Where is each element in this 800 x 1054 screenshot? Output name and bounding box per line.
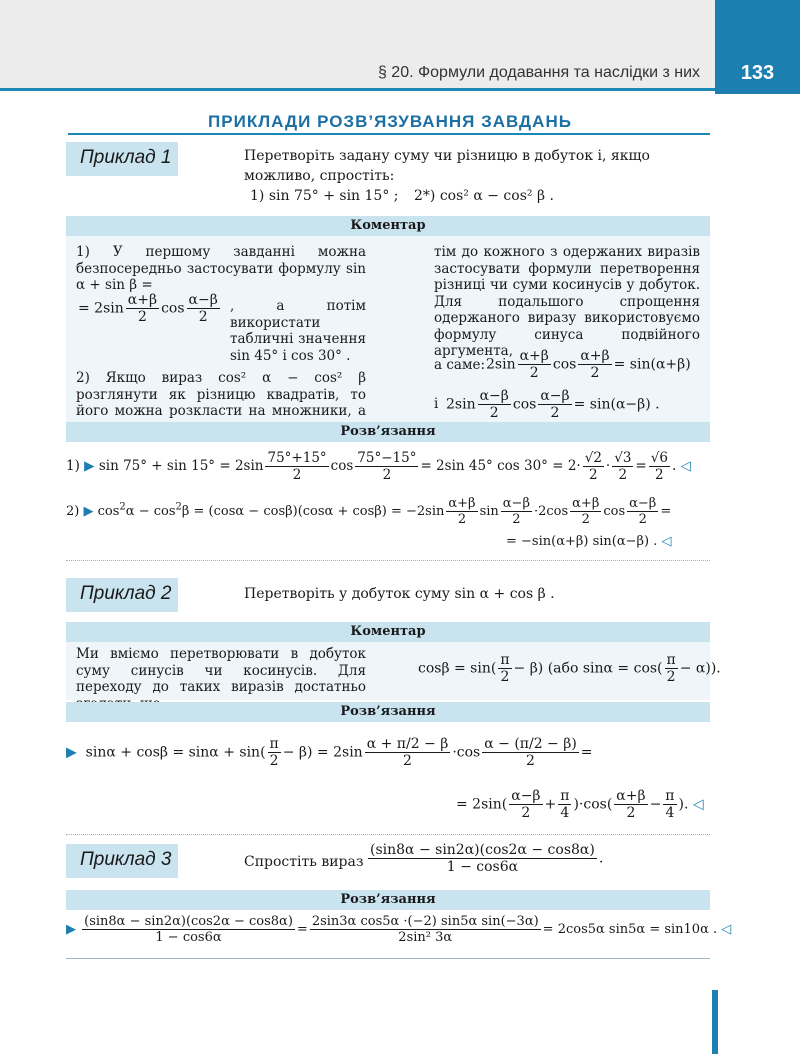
fraction: $\frac{\alpha-\beta}{2}$ — [629, 496, 657, 527]
example-3-expression: $\frac{(\sin 8\alpha - \sin 2\alpha)(\cos 2\alpha - \cos 8\alpha)}{1 - \cos 6\alpha}$ . — [370, 842, 604, 875]
fraction: $\frac{\alpha+\beta}{2}$ — [572, 496, 600, 527]
example-1-label: Приклад 1 — [80, 147, 172, 168]
comment-2-text: Ми вміємо перетворювати в добуток суму синусів чи косинусів. Для переходу до таких виразів достатньо — [76, 646, 366, 695]
fraction: $\frac{\pi}{4}$ — [665, 788, 675, 821]
section-title: ПРИКЛАДИ РОЗВ’ЯЗУВАННЯ ЗАВДАНЬ — [208, 112, 572, 131]
double-angle-formula-2: 2sin $\frac{\alpha-\beta}{2}$ cos $\frac{\alpha-\beta}{2}$ = sin(α−β) . — [446, 388, 660, 421]
double-angle-formula-1: 2sin $\frac{\alpha+\beta}{2}$ cos $\frac{\alpha+\beta}{2}$ = sin(α+β) — [486, 348, 691, 381]
fraction: $\frac{\alpha-\beta}{2}$ — [479, 388, 509, 421]
comment-1-formula: = 2sin $\frac{\alpha+\beta}{2}$ cos $\frac{\alpha-\beta}{2}$ — [78, 292, 218, 325]
fraction: $\frac{75^\circ+15^\circ}{2}$ — [267, 450, 327, 483]
fraction: $\frac{\alpha+\beta}{2}$ — [616, 788, 646, 821]
fraction: $\frac{\alpha-\beta}{2}$ — [540, 388, 570, 421]
example-1-solution-bar: Розв’язання — [66, 422, 710, 442]
solution-3-line-1: ▶ $\frac{(\sin 8\alpha - \sin 2\alpha)(\cos 2\alpha - \cos 8\alpha)}{1 - \cos 6\alpha}$ = $\frac{\text{2sin3α cos5α ·(−2) sin5α sin(−3α)}}{\text{2sin² 3α}}$ = 2cos5α sin5α = sin10α . ◁ — [66, 914, 732, 945]
fraction: $\frac{\alpha+\beta}{2}$ — [519, 348, 549, 381]
example-1-comment-bar: Коментар — [66, 216, 710, 236]
example-2-label: Приклад 2 — [80, 583, 172, 604]
divider — [66, 834, 710, 835]
page-edge-marker — [712, 990, 718, 1054]
fraction: $\frac{\alpha+\beta}{2}$ — [127, 292, 158, 325]
example-3-task: Спростіть вираз — [244, 854, 364, 870]
fraction: $\frac{\pi}{4}$ — [560, 788, 570, 821]
fraction: $\frac{√3}{2}$ — [614, 450, 632, 483]
bottom-rule — [66, 958, 710, 959]
page-number: 133 — [740, 62, 775, 84]
comment-1-right-text: тім до кожного з одержаних виразів застосувати формули перетворення різниці чи суми косинусів у добуток. Для подальшого спрощення одержаного виразу використовуємо формулу синуса подвійного аргумента, — [434, 244, 700, 359]
fraction: $\frac{(\sin 8\alpha - \sin 2\alpha)(\cos 2\alpha - \cos 8\alpha)}{1 - \cos 6\alpha}$ — [370, 842, 595, 875]
running-head: § 20. Формули додавання та наслідки з них — [377, 64, 700, 81]
divider — [66, 560, 710, 561]
solution-1-line-3: = −sin(α+β) sin(α−β) . ◁ — [506, 534, 672, 549]
example-3-solution-bar: Розв’язання — [66, 890, 710, 910]
comment-1-left-text: 1) У першому завданні можна безпосередньо застосувати формулу sin α + sin β = — [76, 244, 366, 293]
example-2-solution-bar: Розв’язання — [66, 702, 710, 722]
example-2-tag — [66, 578, 178, 612]
fraction: $\frac{\alpha+\beta}{2}$ — [580, 348, 610, 381]
fraction: $\frac{\pi}{2}$ — [666, 652, 676, 685]
example-2-task: Перетворіть у добуток суму sin α + cos β . — [244, 586, 555, 602]
fraction: $\frac{\pi}{2}$ — [269, 736, 279, 769]
example-2-comment-bar: Коментар — [66, 622, 710, 642]
fraction: $\frac{\alpha-\beta}{2}$ — [188, 292, 218, 325]
example-3-label: Приклад 3 — [80, 849, 172, 870]
fraction: $\frac{√6}{2}$ — [650, 450, 668, 483]
header-rule — [0, 88, 715, 91]
fraction: $\frac{75^\circ-15^\circ}{2}$ — [357, 450, 417, 483]
comment-1-right-and: і — [434, 396, 439, 412]
example-3-tag — [66, 844, 178, 878]
comment-2-or: (або — [547, 660, 579, 677]
solution-1-line-2: 2) ▶ $\cos^2\alpha - \cos^2\beta = (\cos\alpha - \cos\beta)(\cos\alpha + \cos\beta) = -2\sin$ $\frac{\alpha+\beta}{2}$ sin $\frac{\alpha-\beta}{2}$ ·2cos $\frac{\alpha+\beta}{2}$ cos $\frac{\alpha-\beta}{2}$ = — [66, 496, 672, 527]
solution-2-line-1: ▶ sinα + cosβ = sinα + sin( $\frac{\pi}{2}$ − β) = 2sin $\frac{\alpha + \pi/2 - \beta}{2}$ ·cos $\frac{\alpha - (\pi/2 - \beta)}{2}$ = — [66, 736, 593, 769]
fraction: $\frac{\alpha + \pi/2 - \beta}{2}$ — [366, 736, 449, 769]
solution-2-line-2: = 2sin( $\frac{\alpha-\beta}{2}$ + $\frac{\pi}{4}$ )·cos( $\frac{\alpha+\beta}{2}$ − $\frac{\pi}{4}$ ). ◁ — [456, 788, 704, 821]
example-1-task: Перетворіть задану суму чи різницю в добуток і, якщо можливо, спростіть: — [244, 148, 650, 184]
fraction: $\frac{√2}{2}$ — [584, 450, 602, 483]
fraction: $\frac{\text{2sin3α cos5α ·(−2) sin5α sin(−3α)}}{\text{2sin² 3α}}$ — [311, 914, 539, 945]
fraction: $\frac{\alpha-\beta}{2}$ — [511, 788, 541, 821]
example-1-item-1: 1) sin 75° + sin 15° ; — [250, 188, 399, 204]
section-title-rule — [68, 133, 710, 135]
comment-2-formula: cosβ = sin( $\frac{\pi}{2}$ − β) (або sinα = cos( $\frac{\pi}{2}$ − α)). — [418, 652, 721, 685]
example-1-tag — [66, 142, 178, 176]
comment-1-left-item-2: 2) Якщо вираз cos² α − cos² β розглянути як різницю квадратів, то його можна розкласти на множники, а — [76, 370, 366, 419]
fraction: $\frac{\pi}{2}$ — [500, 652, 510, 685]
comment-1-left-cont: , а потім використати табличні значення sin 45° і cos 30° . — [230, 298, 366, 364]
formula-prefix: = 2sin — [78, 300, 124, 317]
comment-1-right-label: а саме: — [434, 357, 485, 373]
solution-1-line-1: 1) ▶ sin 75° + sin 15° = 2sin $\frac{75^\circ+15^\circ}{2}$ cos $\frac{75^\circ-15^\circ}{2}$ = 2sin 45° cos 30° = 2· $\frac{√2}{2}$ · $\frac{√3}{2}$ = $\frac{√6}{2}$ . ◁ — [66, 450, 691, 483]
fraction: $\frac{(\sin 8\alpha - \sin 2\alpha)(\cos 2\alpha - \cos 8\alpha)}{1 - \cos 6\alpha}$ — [84, 914, 293, 945]
fraction: $\frac{\alpha-\beta}{2}$ — [502, 496, 530, 527]
fraction: $\frac{\alpha+\beta}{2}$ — [448, 496, 476, 527]
example-1-item-2: 2*) cos² α − cos² β . — [414, 188, 554, 204]
fraction: $\frac{\alpha - (\pi/2 - \beta)}{2}$ — [484, 736, 577, 769]
